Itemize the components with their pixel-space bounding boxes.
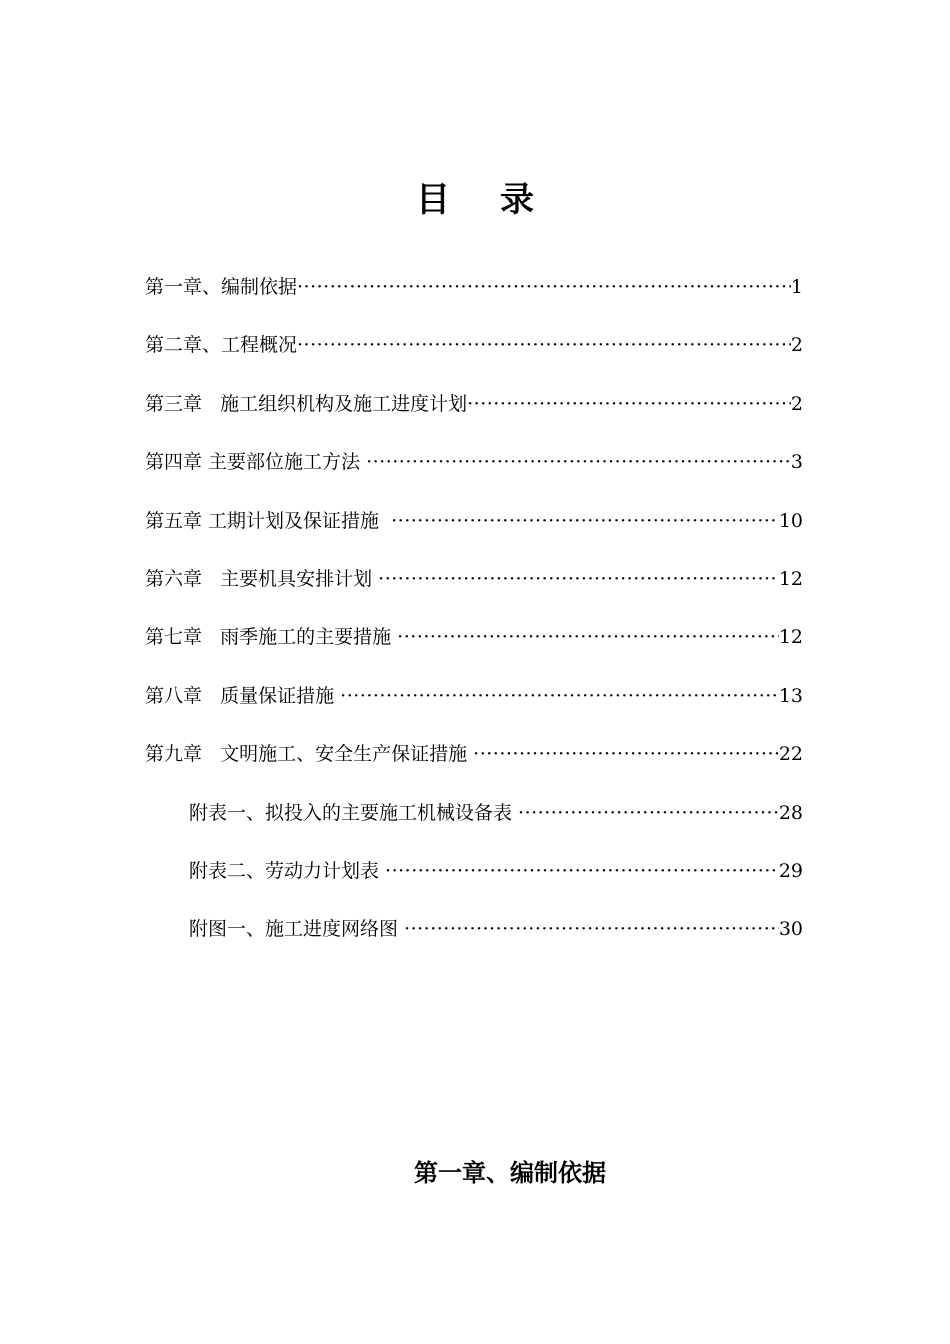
toc-dot-leader bbox=[297, 325, 791, 365]
toc-entry[interactable] bbox=[0, 793, 950, 851]
toc-dot-leader bbox=[297, 267, 791, 307]
toc-entry-page-number: 29 bbox=[778, 859, 803, 882]
toc-entry[interactable] bbox=[0, 851, 950, 909]
toc-dot-leader bbox=[385, 851, 779, 891]
toc-title bbox=[0, 176, 950, 224]
toc-dot-leader bbox=[378, 559, 779, 599]
toc-entry-label: 第三章 施工组织机构及施工进度计划 bbox=[145, 392, 468, 415]
toc-entry-page-number: 28 bbox=[778, 801, 803, 824]
toc-entry-page-number: 30 bbox=[778, 918, 803, 941]
toc-entry[interactable] bbox=[0, 676, 950, 734]
toc-title-right: 录 bbox=[500, 180, 534, 220]
toc-entry-page-number: 12 bbox=[778, 567, 803, 590]
toc-entry-page-number: 12 bbox=[778, 626, 803, 649]
toc-entry-label: 第五章 工期计划及保证措施 bbox=[145, 509, 392, 532]
toc-dot-leader bbox=[397, 617, 779, 657]
toc-entry-label: 附表一、拟投入的主要施工机械设备表 bbox=[189, 801, 519, 824]
toc-dot-leader bbox=[467, 384, 791, 424]
toc-entry-label: 第四章 主要部位施工方法 bbox=[145, 451, 367, 474]
toc-entry-label: 第二章、工程概况 bbox=[145, 334, 298, 357]
toc-entry-page-number: 1 bbox=[790, 276, 803, 298]
toc-entry-label: 第九章 文明施工、安全生产保证措施 bbox=[145, 743, 474, 766]
toc-entry[interactable] bbox=[0, 559, 950, 617]
toc-dot-leader bbox=[473, 734, 779, 774]
toc-entry[interactable] bbox=[0, 325, 950, 383]
toc-entry-label: 第一章、编制依据 bbox=[145, 276, 298, 298]
toc-list bbox=[0, 267, 950, 968]
toc-entry-label: 附图一、施工进度网络图 bbox=[189, 918, 405, 941]
toc-title-left: 目 bbox=[416, 180, 450, 220]
toc-entry-label: 第六章 主要机具安排计划 bbox=[145, 567, 379, 590]
toc-entry[interactable] bbox=[0, 617, 950, 675]
toc-dot-leader bbox=[518, 793, 779, 833]
toc-entry-page-number: 10 bbox=[778, 509, 803, 532]
toc-entry[interactable] bbox=[0, 442, 950, 500]
toc-dot-leader bbox=[391, 501, 779, 541]
toc-entry-label: 附表二、劳动力计划表 bbox=[189, 859, 386, 882]
toc-entry-page-number: 2 bbox=[790, 392, 803, 415]
toc-dot-leader bbox=[340, 676, 779, 716]
toc-entry[interactable] bbox=[0, 909, 950, 967]
toc-entry-page-number: 13 bbox=[778, 684, 803, 707]
toc-entry[interactable] bbox=[0, 734, 950, 792]
toc-entry-page-number: 3 bbox=[790, 451, 803, 474]
toc-entry-page-number: 22 bbox=[778, 743, 803, 766]
toc-entry-label: 第七章 雨季施工的主要措施 bbox=[145, 626, 398, 649]
toc-dot-leader bbox=[366, 442, 791, 482]
chapter-heading: 第一章、编制依据 bbox=[414, 1158, 606, 1187]
toc-entry[interactable] bbox=[0, 267, 950, 325]
toc-entry[interactable] bbox=[0, 384, 950, 442]
toc-entry-page-number: 2 bbox=[790, 334, 803, 357]
toc-entry[interactable] bbox=[0, 501, 950, 559]
toc-dot-leader bbox=[404, 909, 779, 949]
toc-entry-label: 第八章 质量保证措施 bbox=[145, 684, 341, 707]
